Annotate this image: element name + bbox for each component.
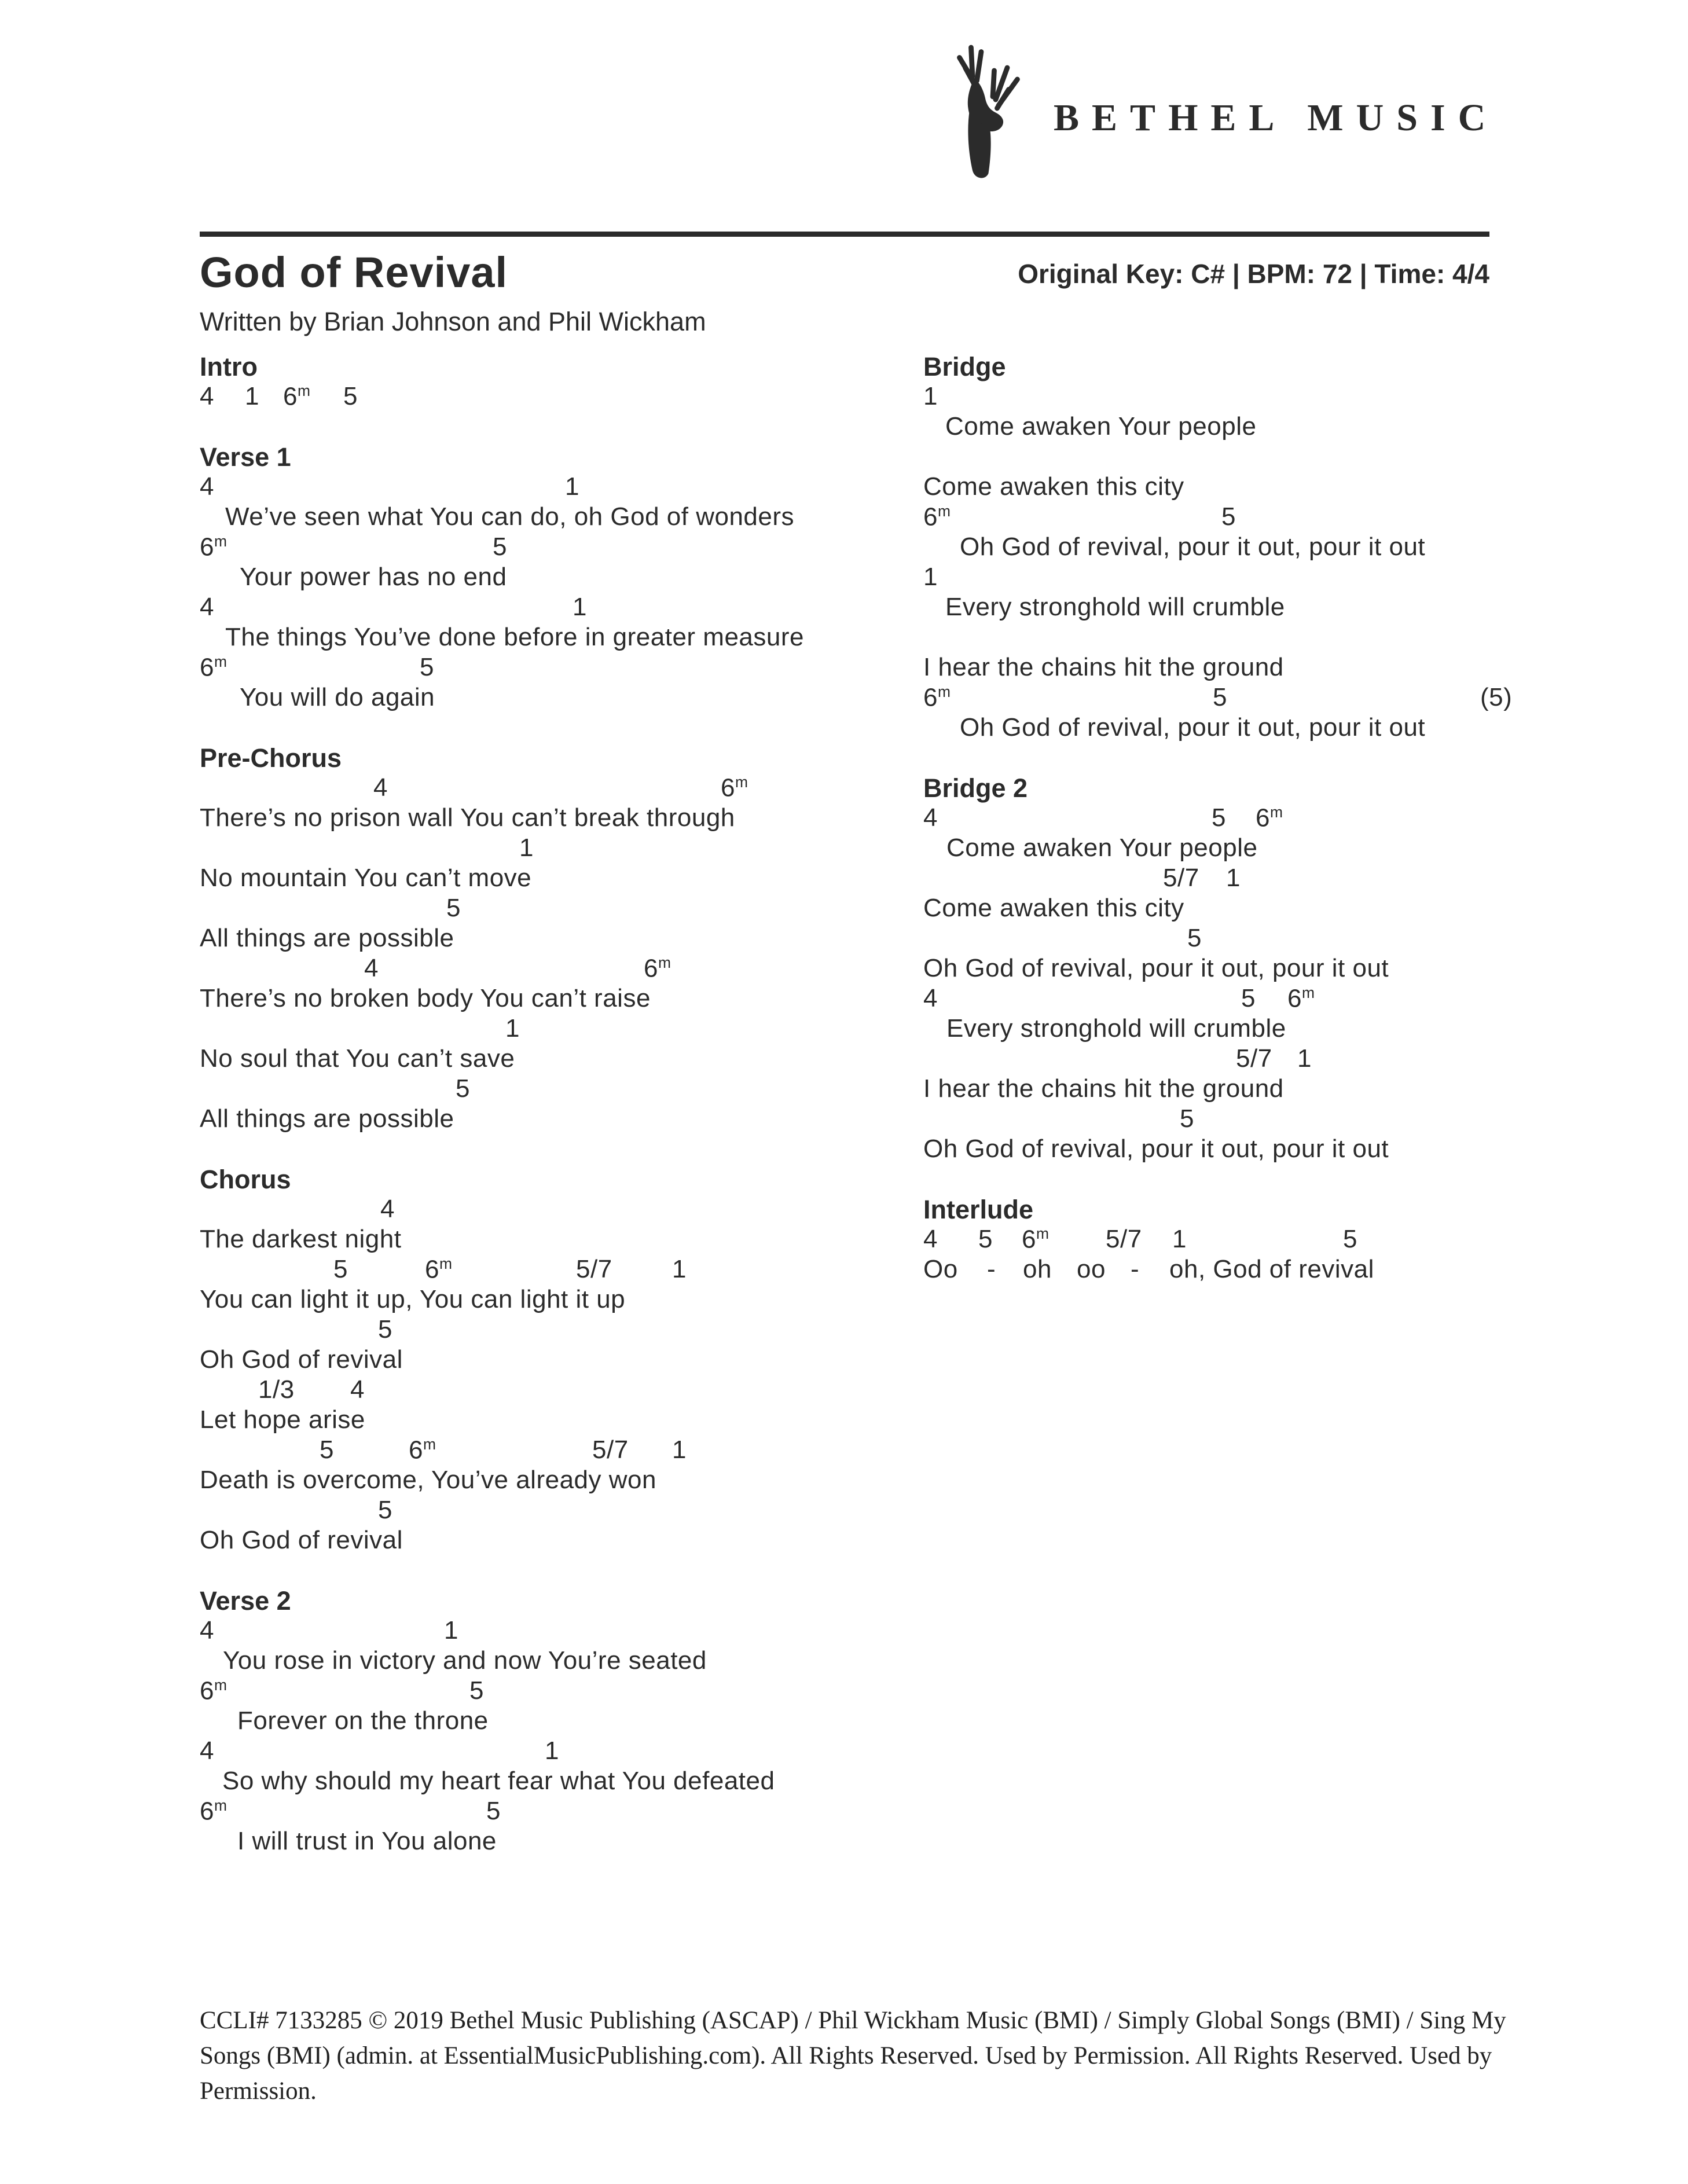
lyric-text: The things You’ve done before in greater measure [225, 623, 804, 651]
lyric-text: Oh God of revival, pour it out, pour it out [960, 533, 1426, 561]
lyric-text: There’s no prison wall You can’t break through [200, 803, 735, 832]
chord-line [923, 1225, 1502, 1255]
section-header: Bridge [923, 352, 1006, 381]
footer-line: Permission. [200, 2077, 317, 2105]
lyric-line [923, 472, 1502, 502]
lyric-line [200, 864, 926, 894]
chord-line [923, 1044, 1502, 1074]
chord-token: 5/7 [1236, 1044, 1272, 1073]
chord-token: 5 [320, 1436, 334, 1464]
section-bridge-2 [923, 773, 1502, 1165]
lyric-text: Come awaken this city [923, 894, 1184, 922]
lyric-line [923, 412, 1502, 442]
lyric-text: Every stronghold will crumble [945, 593, 1285, 621]
chord-token: 4 [923, 803, 938, 832]
lyric-line [923, 1074, 1502, 1104]
chord-line [923, 803, 1502, 834]
lyric-text: You rose in victory and now You’re seated [223, 1646, 707, 1675]
chord-line [200, 1074, 926, 1104]
lyric-line [923, 1014, 1502, 1044]
chord-token: 5/7 [592, 1436, 629, 1464]
chord-token: 1/3 [258, 1375, 295, 1404]
chord-token: 5 [469, 1676, 484, 1705]
chord-token: 6$^m$ [200, 533, 227, 561]
chord-token: (5) [1480, 683, 1513, 711]
lyric-text: No soul that You can’t save [200, 1044, 515, 1073]
lyric-line [923, 834, 1502, 864]
chord-token: 1 [573, 593, 587, 621]
lyric-text: Forever on the throne [237, 1706, 489, 1735]
chord-line [200, 593, 926, 623]
lyric-text: I hear the chains hit the ground [923, 653, 1284, 681]
chord-token: 6$^m$ [200, 1797, 227, 1826]
chord-token: 4 [200, 1616, 214, 1645]
chord-token: 6$^m$ [200, 1676, 227, 1705]
lyric-line [923, 533, 1502, 563]
lyric-text: Come awaken Your people [945, 412, 1257, 441]
chord-token: 4 [380, 1195, 395, 1223]
stag-icon [944, 30, 1030, 192]
chord-token: 5 [1213, 683, 1227, 711]
chord-token: 5 [456, 1074, 470, 1103]
chord-token: 5 [1241, 984, 1256, 1012]
chord-token: 5 [420, 653, 434, 681]
chord-line [923, 984, 1502, 1014]
chord-line [200, 1014, 926, 1044]
chord-token: 1 [444, 1616, 458, 1645]
lyric-line [200, 1767, 926, 1797]
chord-line [200, 1797, 926, 1827]
bethel-music-logo [944, 28, 1499, 196]
chord-token: 4 [200, 1737, 214, 1765]
lyric-text: All things are possible [200, 1104, 454, 1133]
copyright-footer [200, 2003, 1520, 2109]
chord-line [200, 834, 926, 864]
chord-token: 5 [1180, 1104, 1194, 1133]
lyric-line [200, 803, 926, 834]
lyric-text: Oh God of revival [200, 1345, 403, 1374]
chord-token: 6$^m$ [283, 382, 310, 411]
lyric-line [923, 894, 1502, 924]
chord-line [200, 472, 926, 502]
chord-token: 6$^m$ [1287, 984, 1315, 1013]
chord-token: 6$^m$ [721, 773, 748, 802]
lyric-line [200, 1285, 926, 1315]
chord-line [200, 1496, 926, 1526]
blank-line [923, 623, 1502, 653]
chord-line [200, 1195, 926, 1225]
chord-token: 5 [1221, 502, 1236, 531]
chord-token: 4 [373, 773, 388, 802]
lyric-text: All things are possible [200, 924, 454, 952]
footer-line: Songs (BMI) (admin. at EssentialMusicPublishing.com). All Rights Reserved. Used by Permission. All Rights Reserved. Used by [200, 2042, 1492, 2069]
chord-token: 1 [672, 1436, 687, 1464]
chord-token: 1 [923, 563, 938, 591]
section-header: Verse 1 [200, 442, 291, 472]
chord-line [923, 1104, 1502, 1135]
lyric-text: Oh God of revival, pour it out, pour it out [960, 713, 1426, 742]
chord-line [200, 1436, 926, 1466]
section-header: Interlude [923, 1195, 1034, 1224]
chord-line [923, 864, 1502, 894]
chord-token: 6$^m$ [923, 683, 951, 712]
section-chorus [200, 1165, 926, 1556]
section-intro [200, 352, 926, 412]
chord-line [200, 1255, 926, 1285]
section-header: Verse 2 [200, 1586, 291, 1616]
lyric-line [200, 563, 926, 593]
lyric-line [200, 1646, 926, 1676]
chord-line [200, 1737, 926, 1767]
chord-token: 5/7 [1163, 864, 1199, 892]
chord-token: 1 [519, 834, 534, 862]
lyric-text: Come awaken this city [923, 472, 1184, 501]
chord-token: 1 [245, 382, 259, 410]
lyric-line [923, 593, 1502, 623]
lyric-text: There’s no broken body You can’t raise [200, 984, 651, 1012]
chord-token: 6$^m$ [1022, 1225, 1049, 1254]
section-verse-1 [200, 442, 926, 713]
lyric-line [200, 924, 926, 954]
lyric-line [923, 653, 1502, 683]
lyric-line [200, 1526, 926, 1556]
section-verse-2 [200, 1586, 926, 1857]
chord-token: 1 [923, 382, 938, 410]
chord-token: 5 [1212, 803, 1226, 832]
chord-token: 6$^m$ [200, 653, 227, 682]
lyric-text: The darkest night [200, 1225, 402, 1253]
chord-line [200, 1315, 926, 1345]
section-header: Pre-Chorus [200, 743, 342, 773]
chord-line [200, 773, 926, 803]
lyric-line [200, 1044, 926, 1074]
chord-token: 1 [505, 1014, 520, 1043]
lyric-line [200, 683, 926, 713]
chord-token: 5 [1187, 924, 1202, 952]
chord-line [200, 1375, 926, 1405]
lyric-line [200, 1405, 926, 1436]
header-rule [200, 232, 1489, 237]
blank-line [923, 442, 1502, 472]
lyric-line [200, 1827, 926, 1857]
chord-token: 6$^m$ [409, 1436, 436, 1464]
chord-token: 4 [200, 593, 214, 621]
lyric-line [200, 623, 926, 653]
chord-token: 4 [200, 472, 214, 501]
song-author: Written by Brian Johnson and Phil Wickham [200, 307, 706, 336]
chord-line [923, 924, 1502, 954]
chord-token: 5/7 [1106, 1225, 1142, 1253]
chord-line [200, 533, 926, 563]
chord-token: 1 [1172, 1225, 1187, 1253]
lyric-text: oo [1077, 1255, 1106, 1283]
lyric-text: Death is overcome, You’ve already won [200, 1466, 656, 1494]
lyric-line [200, 1466, 926, 1496]
lyric-text: oh, God of revival [1169, 1255, 1374, 1283]
lyric-line [200, 984, 926, 1014]
lyric-line [923, 1135, 1502, 1165]
chord-token: 5 [378, 1315, 392, 1344]
lyric-text: Oh God of revival [200, 1526, 403, 1554]
lyric-text: We’ve seen what You can do, oh God of wonders [225, 502, 795, 531]
chord-line [923, 683, 1513, 713]
lyric-text: Let hope arise [200, 1405, 365, 1434]
chord-token: 1 [1226, 864, 1241, 892]
chord-token: 1 [672, 1255, 687, 1283]
chord-line [923, 502, 1502, 533]
section-header: Bridge 2 [923, 773, 1028, 803]
lyric-line [200, 1345, 926, 1375]
lyric-line [200, 1104, 926, 1135]
lyric-text: No mountain You can’t move [200, 864, 532, 892]
chord-line [923, 563, 1502, 593]
lyric-text: Oo [923, 1255, 958, 1283]
left-column [200, 352, 926, 1887]
chord-token: 5 [1343, 1225, 1357, 1253]
section-header: Chorus [200, 1165, 291, 1194]
lyric-line [923, 954, 1502, 984]
lyric-text: I will trust in You alone [237, 1827, 497, 1855]
chord-token: 5 [493, 533, 507, 561]
chord-token: 1 [1297, 1044, 1312, 1073]
section-header: Intro [200, 352, 258, 381]
chord-line [200, 894, 926, 924]
lyric-text: I hear the chains hit the ground [923, 1074, 1284, 1103]
chord-token: 1 [545, 1737, 559, 1765]
lyric-line [200, 502, 926, 533]
chord-token: 4 [923, 984, 938, 1012]
lyric-text: Every stronghold will crumble [946, 1014, 1286, 1043]
lyric-text: You can light it up, You can light it up [200, 1285, 626, 1313]
section-bridge [923, 352, 1513, 743]
chord-token: 6$^m$ [1256, 803, 1283, 832]
chord-line [923, 382, 1502, 412]
chord-token: 4 [350, 1375, 365, 1404]
chord-token: 5 [446, 894, 461, 922]
chord-token: 5/7 [576, 1255, 612, 1283]
lyric-text: You will do again [240, 683, 435, 711]
footer-line: CCLI# 7133285 © 2019 Bethel Music Publishing (ASCAP) / Phil Wickham Music (BMI) / Simply Global Songs (BMI) / Sing My [200, 2007, 1506, 2034]
brand-wordmark: BETHEL MUSIC [1054, 97, 1499, 139]
lyric-text: - [987, 1255, 996, 1283]
lyric-text: So why should my heart fear what You defeated [222, 1767, 775, 1795]
lyric-text: oh [1023, 1255, 1052, 1283]
lyric-line [200, 1225, 926, 1255]
chord-token: 5 [978, 1225, 993, 1253]
chord-token: 6$^m$ [644, 954, 671, 983]
chord-token: 1 [565, 472, 579, 501]
chord-token: 6$^m$ [923, 502, 951, 531]
lyric-text: - [1131, 1255, 1140, 1283]
lyric-text: Come awaken Your people [946, 834, 1258, 862]
lyric-line [200, 1706, 926, 1737]
chord-token: 5 [333, 1255, 348, 1283]
chord-line [200, 1616, 926, 1646]
chord-token: 4 [364, 954, 379, 982]
section-interlude [923, 1195, 1502, 1285]
song-key-bpm-time: Original Key: C# | BPM: 72 | Time: 4/4 [1018, 259, 1489, 289]
chord-token: 4 [200, 382, 214, 410]
chord-token: 5 [486, 1797, 501, 1825]
chord-token: 5 [378, 1496, 392, 1524]
lyric-line [923, 713, 1502, 743]
chord-token: 4 [923, 1225, 938, 1253]
section-pre-chorus [200, 743, 926, 1135]
right-column [923, 352, 1513, 1315]
song-title: God of Revival [200, 248, 508, 296]
chord-line [200, 382, 926, 412]
lyric-text: Oh God of revival, pour it out, pour it out [923, 1135, 1389, 1163]
lyric-text: Oh God of revival, pour it out, pour it out [923, 954, 1389, 982]
chord-line [200, 1676, 926, 1706]
lyric-text: Your power has no end [240, 563, 507, 591]
chord-token: 6$^m$ [425, 1255, 452, 1284]
chord-line [200, 653, 926, 683]
lyric-line [923, 1255, 1502, 1285]
chord-line [200, 954, 926, 984]
chord-token: 5 [343, 382, 358, 410]
